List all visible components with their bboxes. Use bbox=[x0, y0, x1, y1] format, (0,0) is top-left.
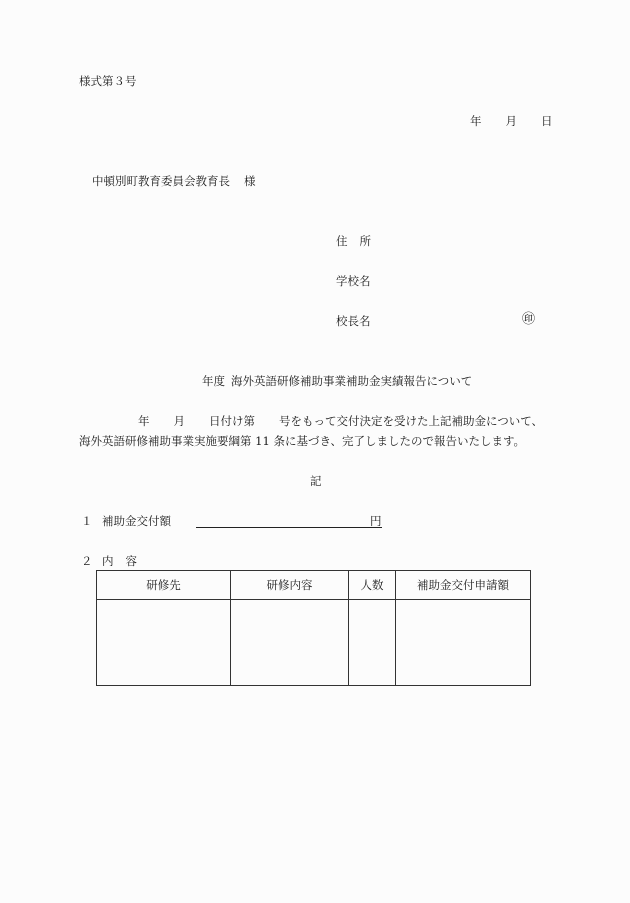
document-title bbox=[202, 374, 472, 388]
cell-count[interactable] bbox=[349, 600, 396, 686]
ki-heading: 記 bbox=[310, 474, 322, 488]
header-count: 人数 bbox=[349, 571, 396, 600]
seal-mark: ㊞ bbox=[522, 312, 536, 327]
addressee-honorific: 様 bbox=[244, 174, 256, 188]
addressee bbox=[92, 174, 256, 188]
title-fiscal-year: 年度 bbox=[202, 374, 225, 388]
date-month-label: 月 bbox=[505, 114, 517, 128]
addressee-name: 中頓別町教育委員会教育長 bbox=[92, 174, 230, 188]
address-label-char-2: 所 bbox=[359, 234, 371, 248]
item2-label-char-1: 内 bbox=[102, 554, 114, 568]
amount-unit: 円 bbox=[370, 514, 382, 528]
body-line-1 bbox=[138, 414, 543, 428]
form-number: 様式第３号 bbox=[79, 74, 137, 88]
header-amount: 補助金交付申請額 bbox=[396, 571, 531, 600]
school-name-label: 学校名 bbox=[336, 274, 371, 288]
body-year: 年 bbox=[138, 414, 150, 428]
principal-name-label: 校長名 bbox=[336, 314, 371, 328]
amount-underline bbox=[196, 527, 382, 528]
header-content: 研修内容 bbox=[231, 571, 349, 600]
date-line bbox=[470, 114, 553, 128]
date-day-label: 日 bbox=[541, 114, 553, 128]
date-year-label: 年 bbox=[470, 114, 482, 128]
address-label-char-1: 住 bbox=[336, 234, 348, 248]
body-month: 月 bbox=[173, 414, 185, 428]
body-decision-text: 号をもって交付決定を受けた上記補助金について、 bbox=[279, 414, 544, 428]
item2-label bbox=[102, 554, 137, 568]
cell-amount[interactable] bbox=[396, 600, 531, 686]
header-destination: 研修先 bbox=[97, 571, 231, 600]
table-row bbox=[97, 600, 531, 686]
body-date-number: 日付け第 bbox=[209, 414, 255, 428]
cell-destination[interactable] bbox=[97, 600, 231, 686]
item2-number: ２ bbox=[81, 554, 93, 568]
body-line-2: 海外英語研修補助事業実施要綱第 11 条に基づき、完了しましたので報告いたします。 bbox=[79, 434, 526, 448]
title-text: 海外英語研修補助事業補助金実績報告について bbox=[231, 374, 473, 388]
item1-number: １ bbox=[81, 514, 93, 528]
item1-label: 補助金交付額 bbox=[102, 514, 171, 528]
cell-content[interactable] bbox=[231, 600, 349, 686]
content-table bbox=[96, 570, 531, 686]
item2-label-char-2: 容 bbox=[125, 554, 137, 568]
table-header-row bbox=[97, 571, 531, 600]
address-label bbox=[336, 234, 371, 248]
